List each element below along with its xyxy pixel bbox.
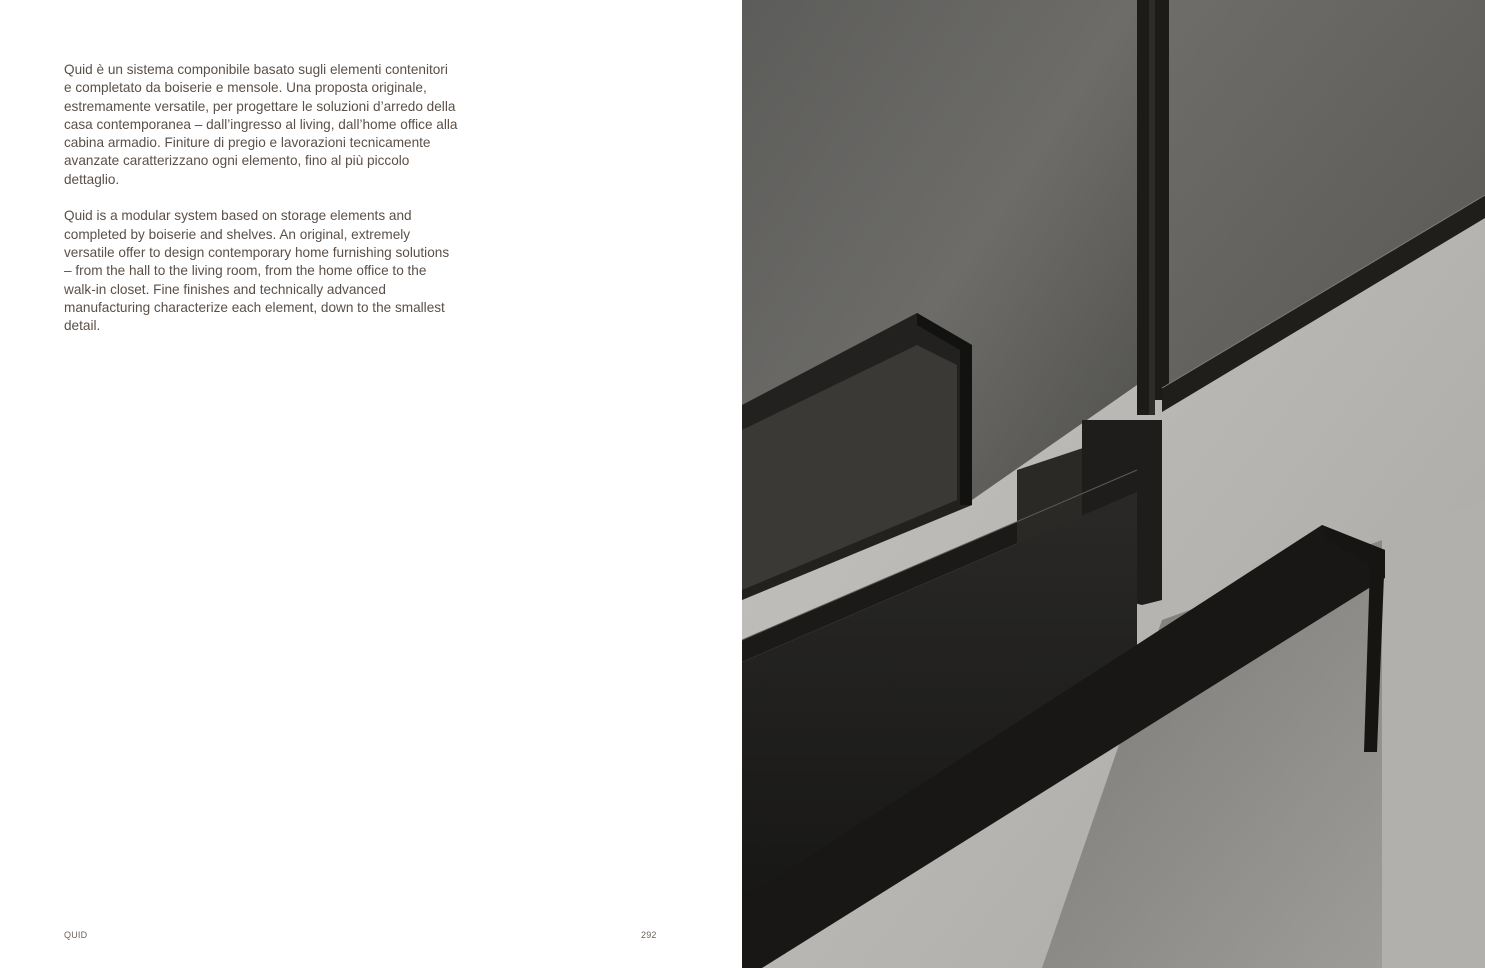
footer-title: QUID: [64, 930, 88, 940]
body-paragraph-english: Quid is a modular system based on storage elements and completed by boiserie and shelves. An original, extremely versatile offer to design contemporary home furnishing solutions – from the hall to the living room, from the home office to the walk-in closet. Fine finishes and technically advanced manufacturing characterize each element, down to the smallest detail.: [64, 208, 450, 334]
body-text: [64, 61, 459, 335]
wall-lower-right: [1382, 500, 1485, 968]
frame-profile-left: [1137, 0, 1149, 415]
body-paragraph-italian: Quid è un sistema componibile basato sugli elementi contenitori e completato da boiserie e mensole. Una proposta originale, estremamente versatile, per progettare le soluzioni d’arredo della casa contemporanea – dall’ingresso al living, dall’home office alla cabina armadio. Finiture di pregio e lavorazioni tecnicamente avanzate caratterizzano ogni elemento, fino al più piccolo dettaglio.: [64, 62, 458, 187]
frame-profile-gap: [1149, 0, 1155, 415]
photo-illustration: [742, 0, 1485, 968]
product-photo: [742, 0, 1485, 968]
page-number: 292: [641, 930, 657, 940]
frame-profile-right: [1155, 0, 1169, 400]
